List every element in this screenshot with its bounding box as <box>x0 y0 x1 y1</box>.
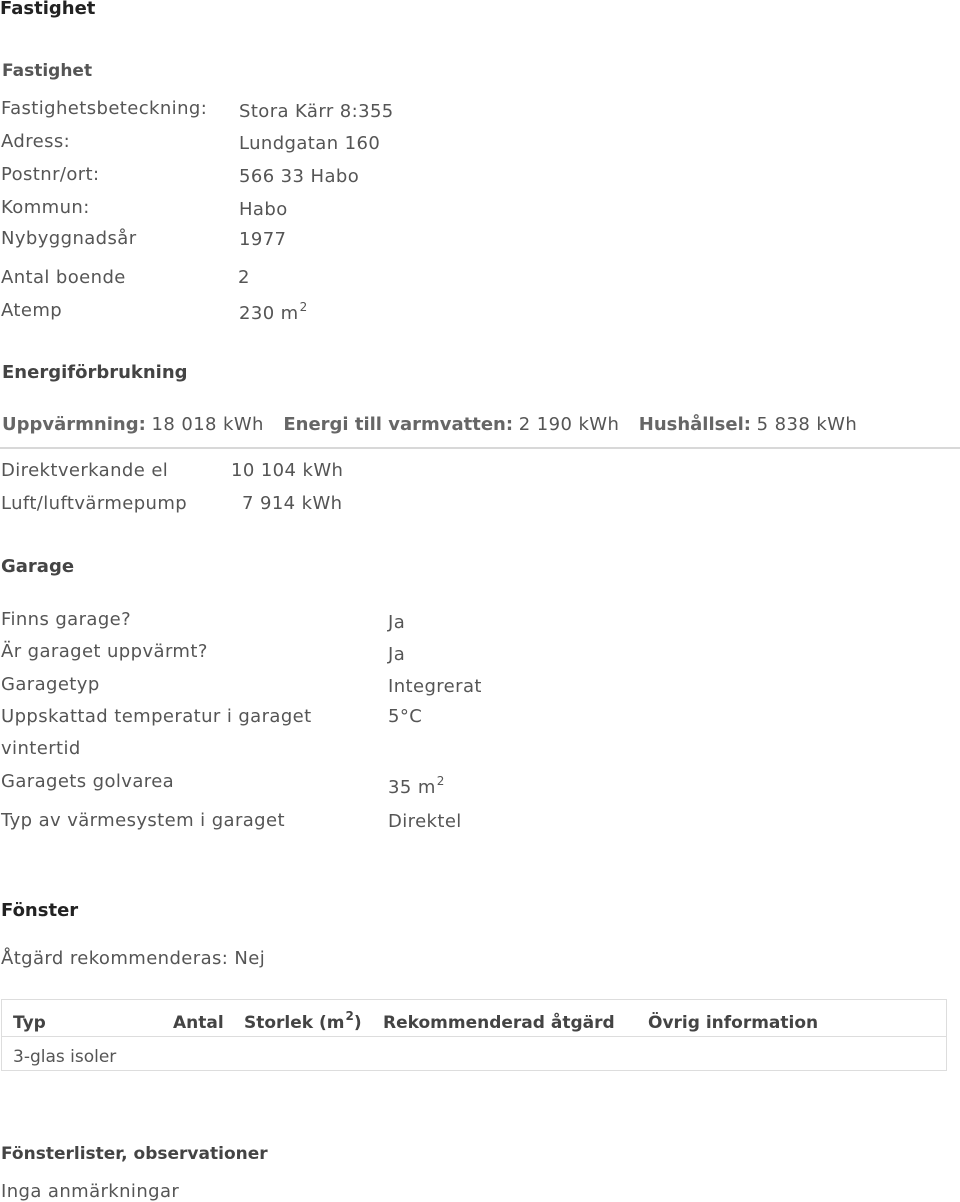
fastighet-heading: Fastighet <box>2 61 93 81</box>
fonsterlister-heading: Fönsterlister, observationer <box>1 1144 268 1164</box>
table-row-divider <box>2 1036 946 1037</box>
hushallsel-label: Hushållsel: <box>638 414 751 435</box>
table-cell-typ: 3-glas isoler <box>13 1047 117 1067</box>
uppvarmning-value: 18 018 kWh <box>151 414 264 435</box>
value-kommun: Habo <box>239 199 288 220</box>
storlek-label: Storlek (m <box>244 1013 345 1033</box>
varmvatten-value: 2 190 kWh <box>518 414 620 435</box>
label-kommun: Kommun: <box>1 197 90 218</box>
energi-divider <box>0 447 960 449</box>
value-nybyggnadsar: 1977 <box>239 229 287 250</box>
hushallsel-value: 5 838 kWh <box>756 414 858 435</box>
label-garage-uppvarmt: Är garaget uppvärmt? <box>1 641 208 662</box>
fonster-heading: Fönster <box>1 900 79 921</box>
value-golvarea-number: 35 m <box>388 777 436 798</box>
value-fastighetsbeteckning: Stora Kärr 8:355 <box>239 101 394 122</box>
varmvatten-label: Energi till varmvatten: <box>283 414 514 435</box>
label-antal-boende: Antal boende <box>1 267 126 288</box>
value-garagetyp: Integrerat <box>388 676 482 697</box>
fonster-table <box>1 999 947 1071</box>
label-temperatur-line2: vintertid <box>1 738 81 759</box>
storlek-sup: 2 <box>345 1009 354 1023</box>
label-temperatur: Uppskattad temperatur i garaget <box>1 706 312 727</box>
label-finns-garage: Finns garage? <box>1 609 132 630</box>
storlek-close: ) <box>353 1013 362 1033</box>
label-atemp: Atemp <box>1 300 63 321</box>
value-postnr: 566 33 Habo <box>239 166 360 187</box>
uppvarmning-label: Uppvärmning: <box>2 414 146 435</box>
garage-heading: Garage <box>1 556 75 577</box>
label-varmesystem: Typ av värmesystem i garaget <box>1 810 285 831</box>
value-golvarea-sup: 2 <box>436 774 445 788</box>
page-title: Fastighet <box>0 0 96 19</box>
value-atemp-sup: 2 <box>299 300 308 314</box>
label-adress: Adress: <box>1 131 71 152</box>
label-luftvarmepump: Luft/luftvärmepump <box>1 493 188 514</box>
column-header-antal: Antal <box>173 1013 224 1033</box>
value-varmesystem: Direktel <box>388 811 462 832</box>
fonsterlister-text: Inga anmärkningar <box>1 1181 180 1202</box>
fonster-atgard: Åtgärd rekommenderas: Nej <box>1 948 266 969</box>
column-header-typ: Typ <box>13 1013 46 1033</box>
value-finns-garage: Ja <box>388 612 406 633</box>
value-luftvarmepump: 7 914 kWh <box>242 493 343 514</box>
energi-heading: Energiförbrukning <box>2 362 188 383</box>
label-postnr: Postnr/ort: <box>1 164 100 185</box>
value-atemp-number: 230 m <box>239 303 299 324</box>
value-direktverkande-el: 10 104 kWh <box>231 460 344 481</box>
label-nybyggnadsar: Nybyggnadsår <box>1 228 137 249</box>
value-adress: Lundgatan 160 <box>239 133 381 154</box>
label-fastighetsbeteckning: Fastighetsbeteckning: <box>1 98 208 119</box>
column-header-storlek <box>244 1009 362 1033</box>
value-atemp <box>239 300 308 324</box>
value-temperatur: 5°C <box>388 706 423 727</box>
label-golvarea: Garagets golvarea <box>1 771 175 792</box>
column-header-ovrig-information: Övrig information <box>648 1013 819 1033</box>
column-header-rekommenderad-atgard: Rekommenderad åtgärd <box>383 1013 615 1033</box>
energi-summary <box>2 416 857 434</box>
value-golvarea <box>388 774 445 798</box>
value-antal-boende: 2 <box>238 267 250 288</box>
label-garagetyp: Garagetyp <box>1 674 100 695</box>
value-garage-uppvarmt: Ja <box>388 644 406 665</box>
label-direktverkande-el: Direktverkande el <box>1 460 169 481</box>
